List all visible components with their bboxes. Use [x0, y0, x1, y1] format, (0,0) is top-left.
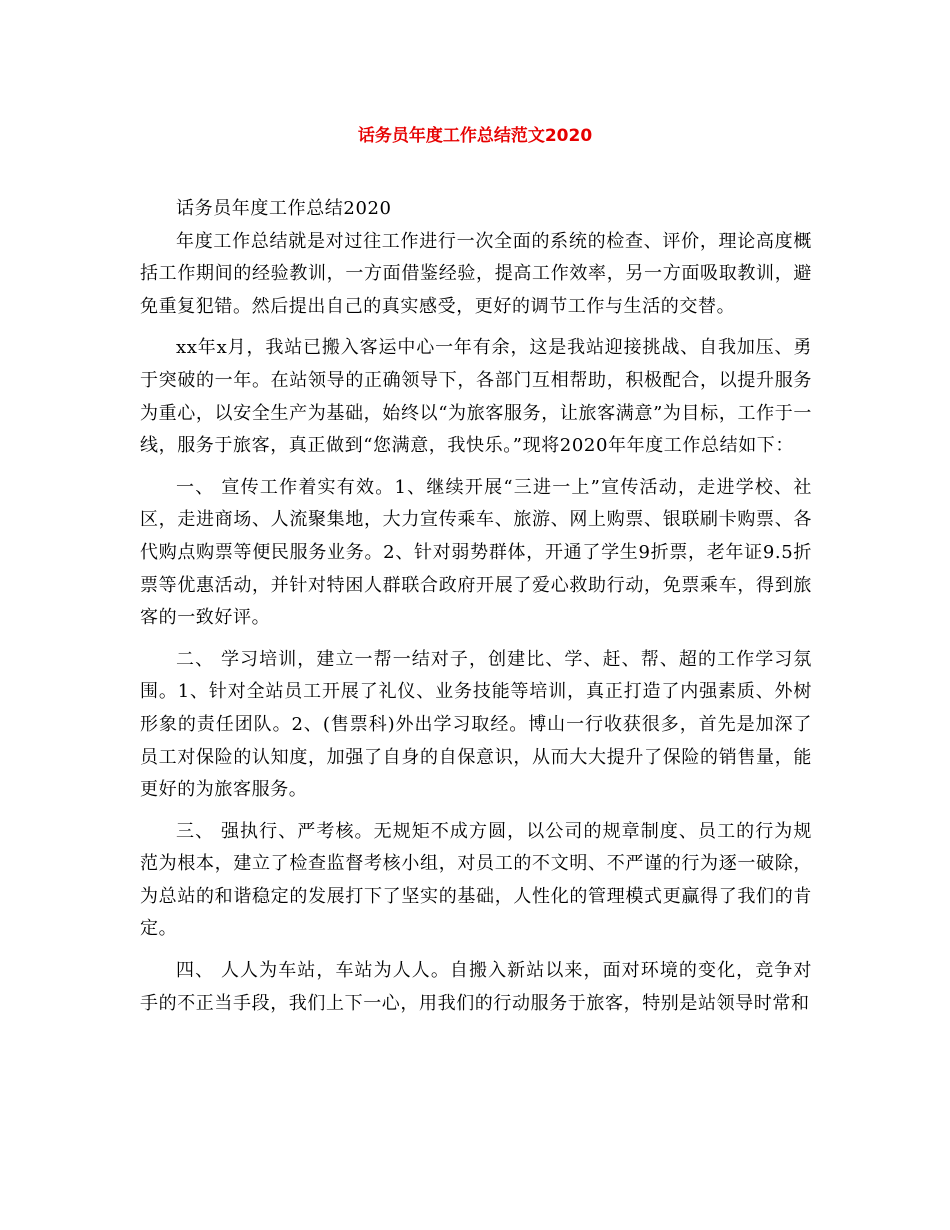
document-title: 话务员年度工作总结范文2020: [357, 126, 593, 146]
paragraph-section-4: 四、 人人为车站，车站为人人。自搬入新站以来，面对环境的变化，竞争对手的不正当手段，我们上下一心，用我们的行动服务于旅客，特别是站领导时常和: [140, 960, 812, 1014]
paragraph-overview: xx年x月，我站已搬入客运中心一年有余，这是我站迎接挑战、自我加压、勇于突破的一年。在站领导的正确领导下，各部门互相帮助，积极配合，以提升服务为重心，以安全生产为基础，始终以“为旅客服务，让旅客满意”为目标，工作于一线，服务于旅客，真正做到“您满意，我快乐。”现将2020年年度工作总结如下：: [140, 337, 812, 457]
paragraph-intro: 年度工作总结就是对过往工作进行一次全面的系统的检查、评价，理论高度概括工作期间的经验教训，一方面借鉴经验，提高工作效率，另一方面吸取教训，避免重复犯错。然后提出自己的真实感受，更好的调节工作与生活的交替。: [140, 230, 812, 317]
paragraph-section-3: 三、 强执行、严考核。无规矩不成方圆，以公司的规章制度、员工的行为规范为根本，建立了检查监督考核小组，对员工的不文明、不严谨的行为逐一破除，为总站的和谐稳定的发展打下了坚实的基础，人性化的管理模式更赢得了我们的肯定。: [140, 820, 812, 940]
paragraph-section-1: 一、 宣传工作着实有效。1、继续开展“三进一上”宣传活动，走进学校、社区，走进商场、人流聚集地，大力宣传乘车、旅游、网上购票、银联刷卡购票、各代购点购票等便民服务业务。2、针对弱势群体，开通了学生9折票，老年证9.5折票等优惠活动，并针对特困人群联合政府开展了爱心救助行动，免票乘车，得到旅客的一致好评。: [140, 476, 812, 629]
document-body: [140, 193, 812, 1020]
paragraph-subtitle: 话务员年度工作总结2020: [176, 198, 392, 219]
paragraph-section-2: 二、 学习培训，建立一帮一结对子，创建比、学、赶、帮、超的工作学习氛围。1、针对全站员工开展了礼仪、业务技能等培训，真正打造了内强素质、外树形象的责任团队。2、(售票科)外出学习取经。博山一行收获很多，首先是加深了员工对保险的认知度，加强了自身的自保意识，从而大大提升了保险的销售量，能更好的为旅客服务。: [140, 648, 812, 801]
